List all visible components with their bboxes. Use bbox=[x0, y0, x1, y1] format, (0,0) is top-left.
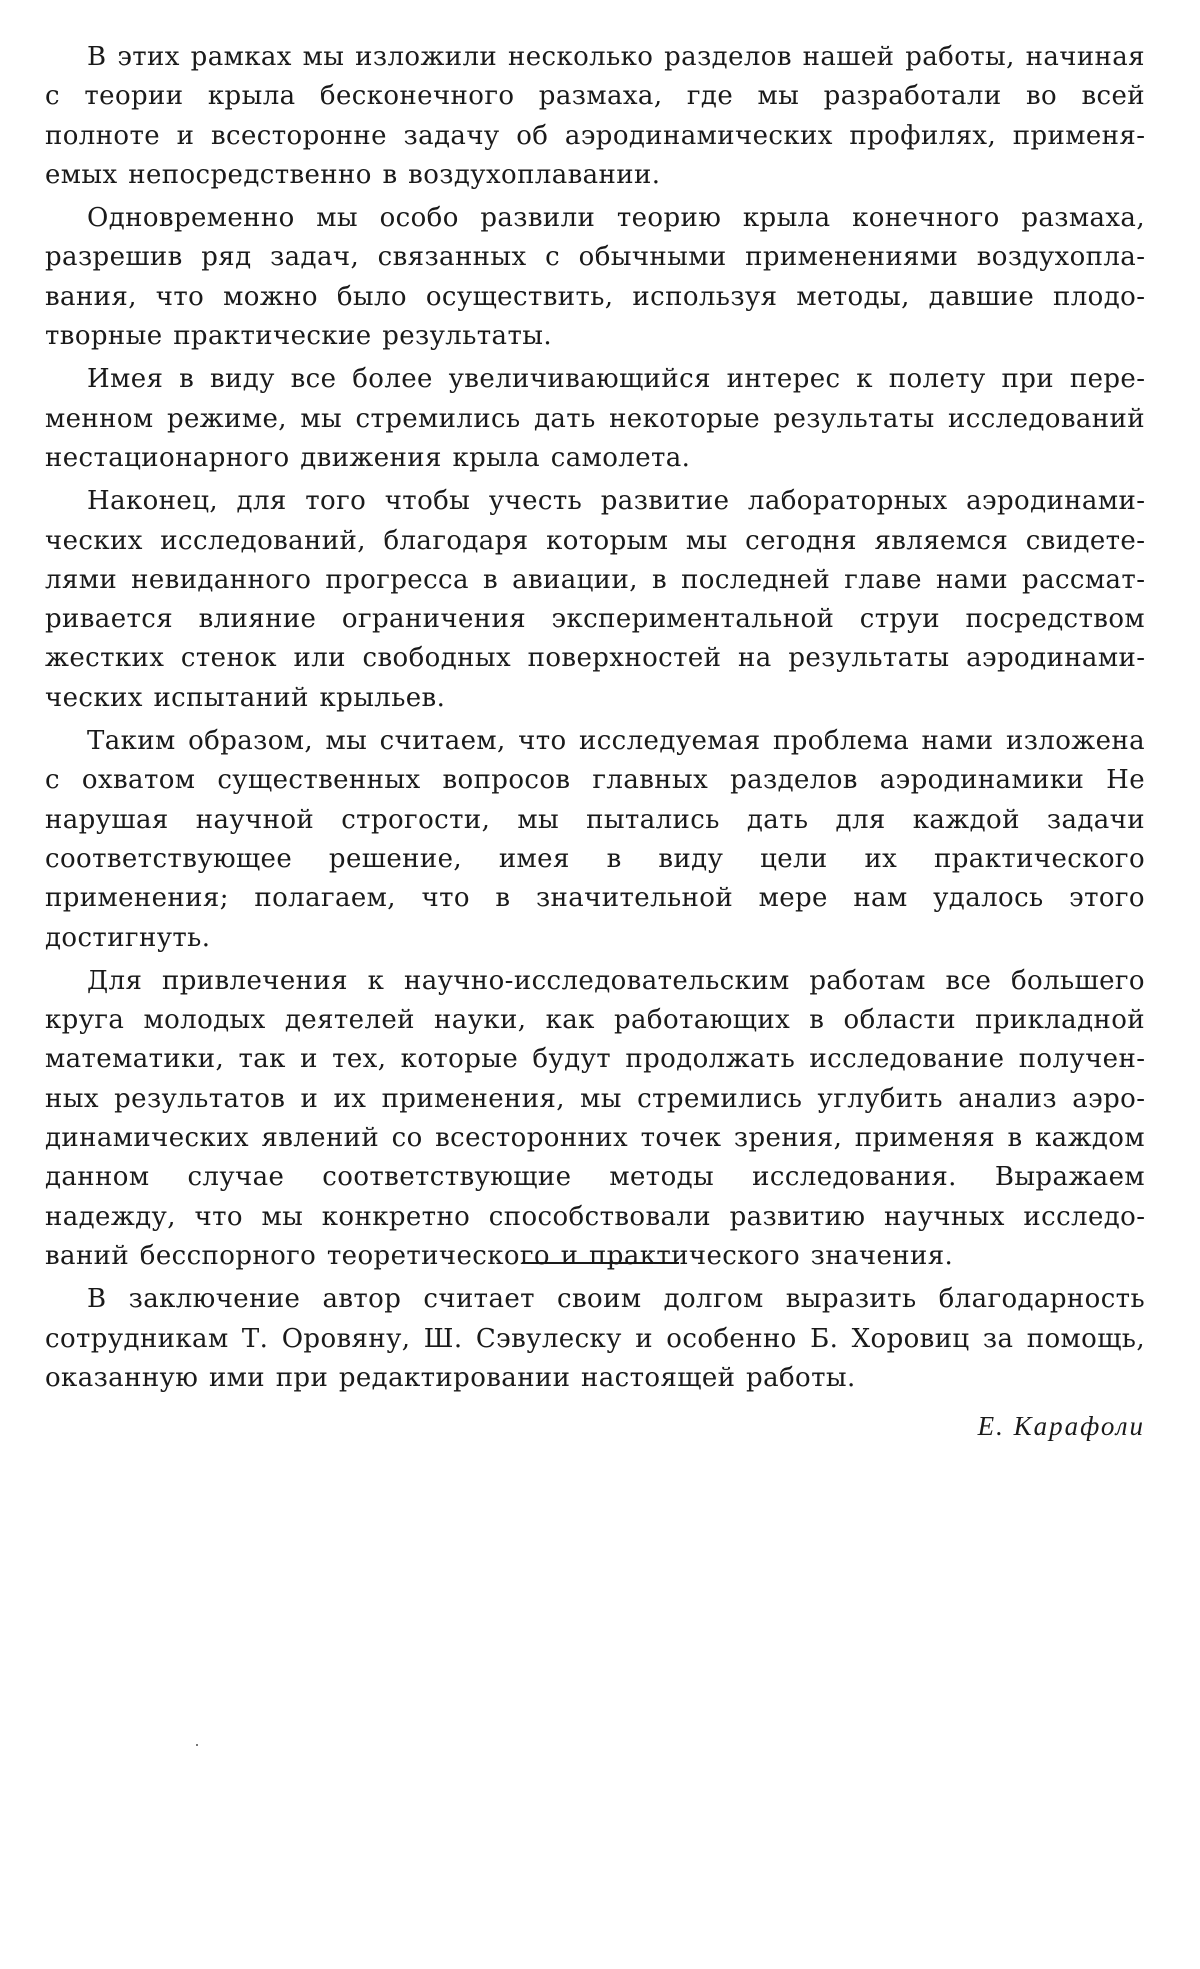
paragraph-3: Имея в виду все более увеличивающийся интерес к полету при переменном режиме, мы стремились дать некоторые результаты исследований нестационарного движения крыла самолета. bbox=[45, 364, 1145, 473]
paragraph-4: Наконец, для того чтобы учесть развитие лабораторных аэродинамических исследований, благодаря которым мы сегодня являемся свидетелями невиданного прогресса в авиации, в последней главе нами рассматривается влияние ограничения экспериментальной струи посредством жестких стенок или свободных поверхностей на результаты аэродинамических испытаний крыльев. bbox=[45, 486, 1145, 713]
paragraph-5: Таким образом, мы считаем, что исследуемая проблема нами изложена с охватом существенных вопросов главных разделов аэродинамики Не нарушая научной строгости, мы пытались дать для каждой задачи соответствующее решение, имея в виду цели их практического применения; полагаем, что в значительной мере нам удалось этого достигнуть. bbox=[45, 726, 1145, 953]
author-signature: Е. Карафоли bbox=[977, 1411, 1145, 1442]
paragraph-6: Для привлечения к научно-исследовательским работам все большего круга молодых деятелей науки, как работающих в области прикладной математики, так и тех, которые будут продолжать исследование полученных результатов и их применения, мы стремились углубить анализ аэродинамических явлений со всесторонних точек зрения, применяя в каждом данном случае соответствующие методы исследования. Выражаем надежду, что мы конкретно способствовали развитию научных исследований бесспорного теоретического и практического значения. bbox=[45, 965, 1145, 1271]
print-speck bbox=[196, 1744, 198, 1746]
paragraph-2: Одновременно мы особо развили теорию крыла конечного размаха, разрешив ряд задач, связанных с обычными применениями воздухоплавания, что можно было осуществить, используя методы, давшие плодотворные практические результаты. bbox=[45, 203, 1145, 352]
paragraph-7: В заключение автор считает своим долгом выразить благодарность сотрудникам Т. Оровяну, Ш. Сэвулеску и особенно Б. Хоровиц за помощь, оказанную ими при редактировании настоящей работы. bbox=[45, 1284, 1145, 1393]
preface-page bbox=[45, 38, 1145, 1446]
closing-rule-divider bbox=[522, 1262, 679, 1264]
paragraph-1: В этих рамках мы изложили несколько разделов нашей работы, начиная с теории крыла бесконечного размаха, где мы разработали во всей полноте и всесторонне задачу об аэродинамических профилях, применяемых непосредственно в воздухоплавании. bbox=[45, 42, 1145, 190]
